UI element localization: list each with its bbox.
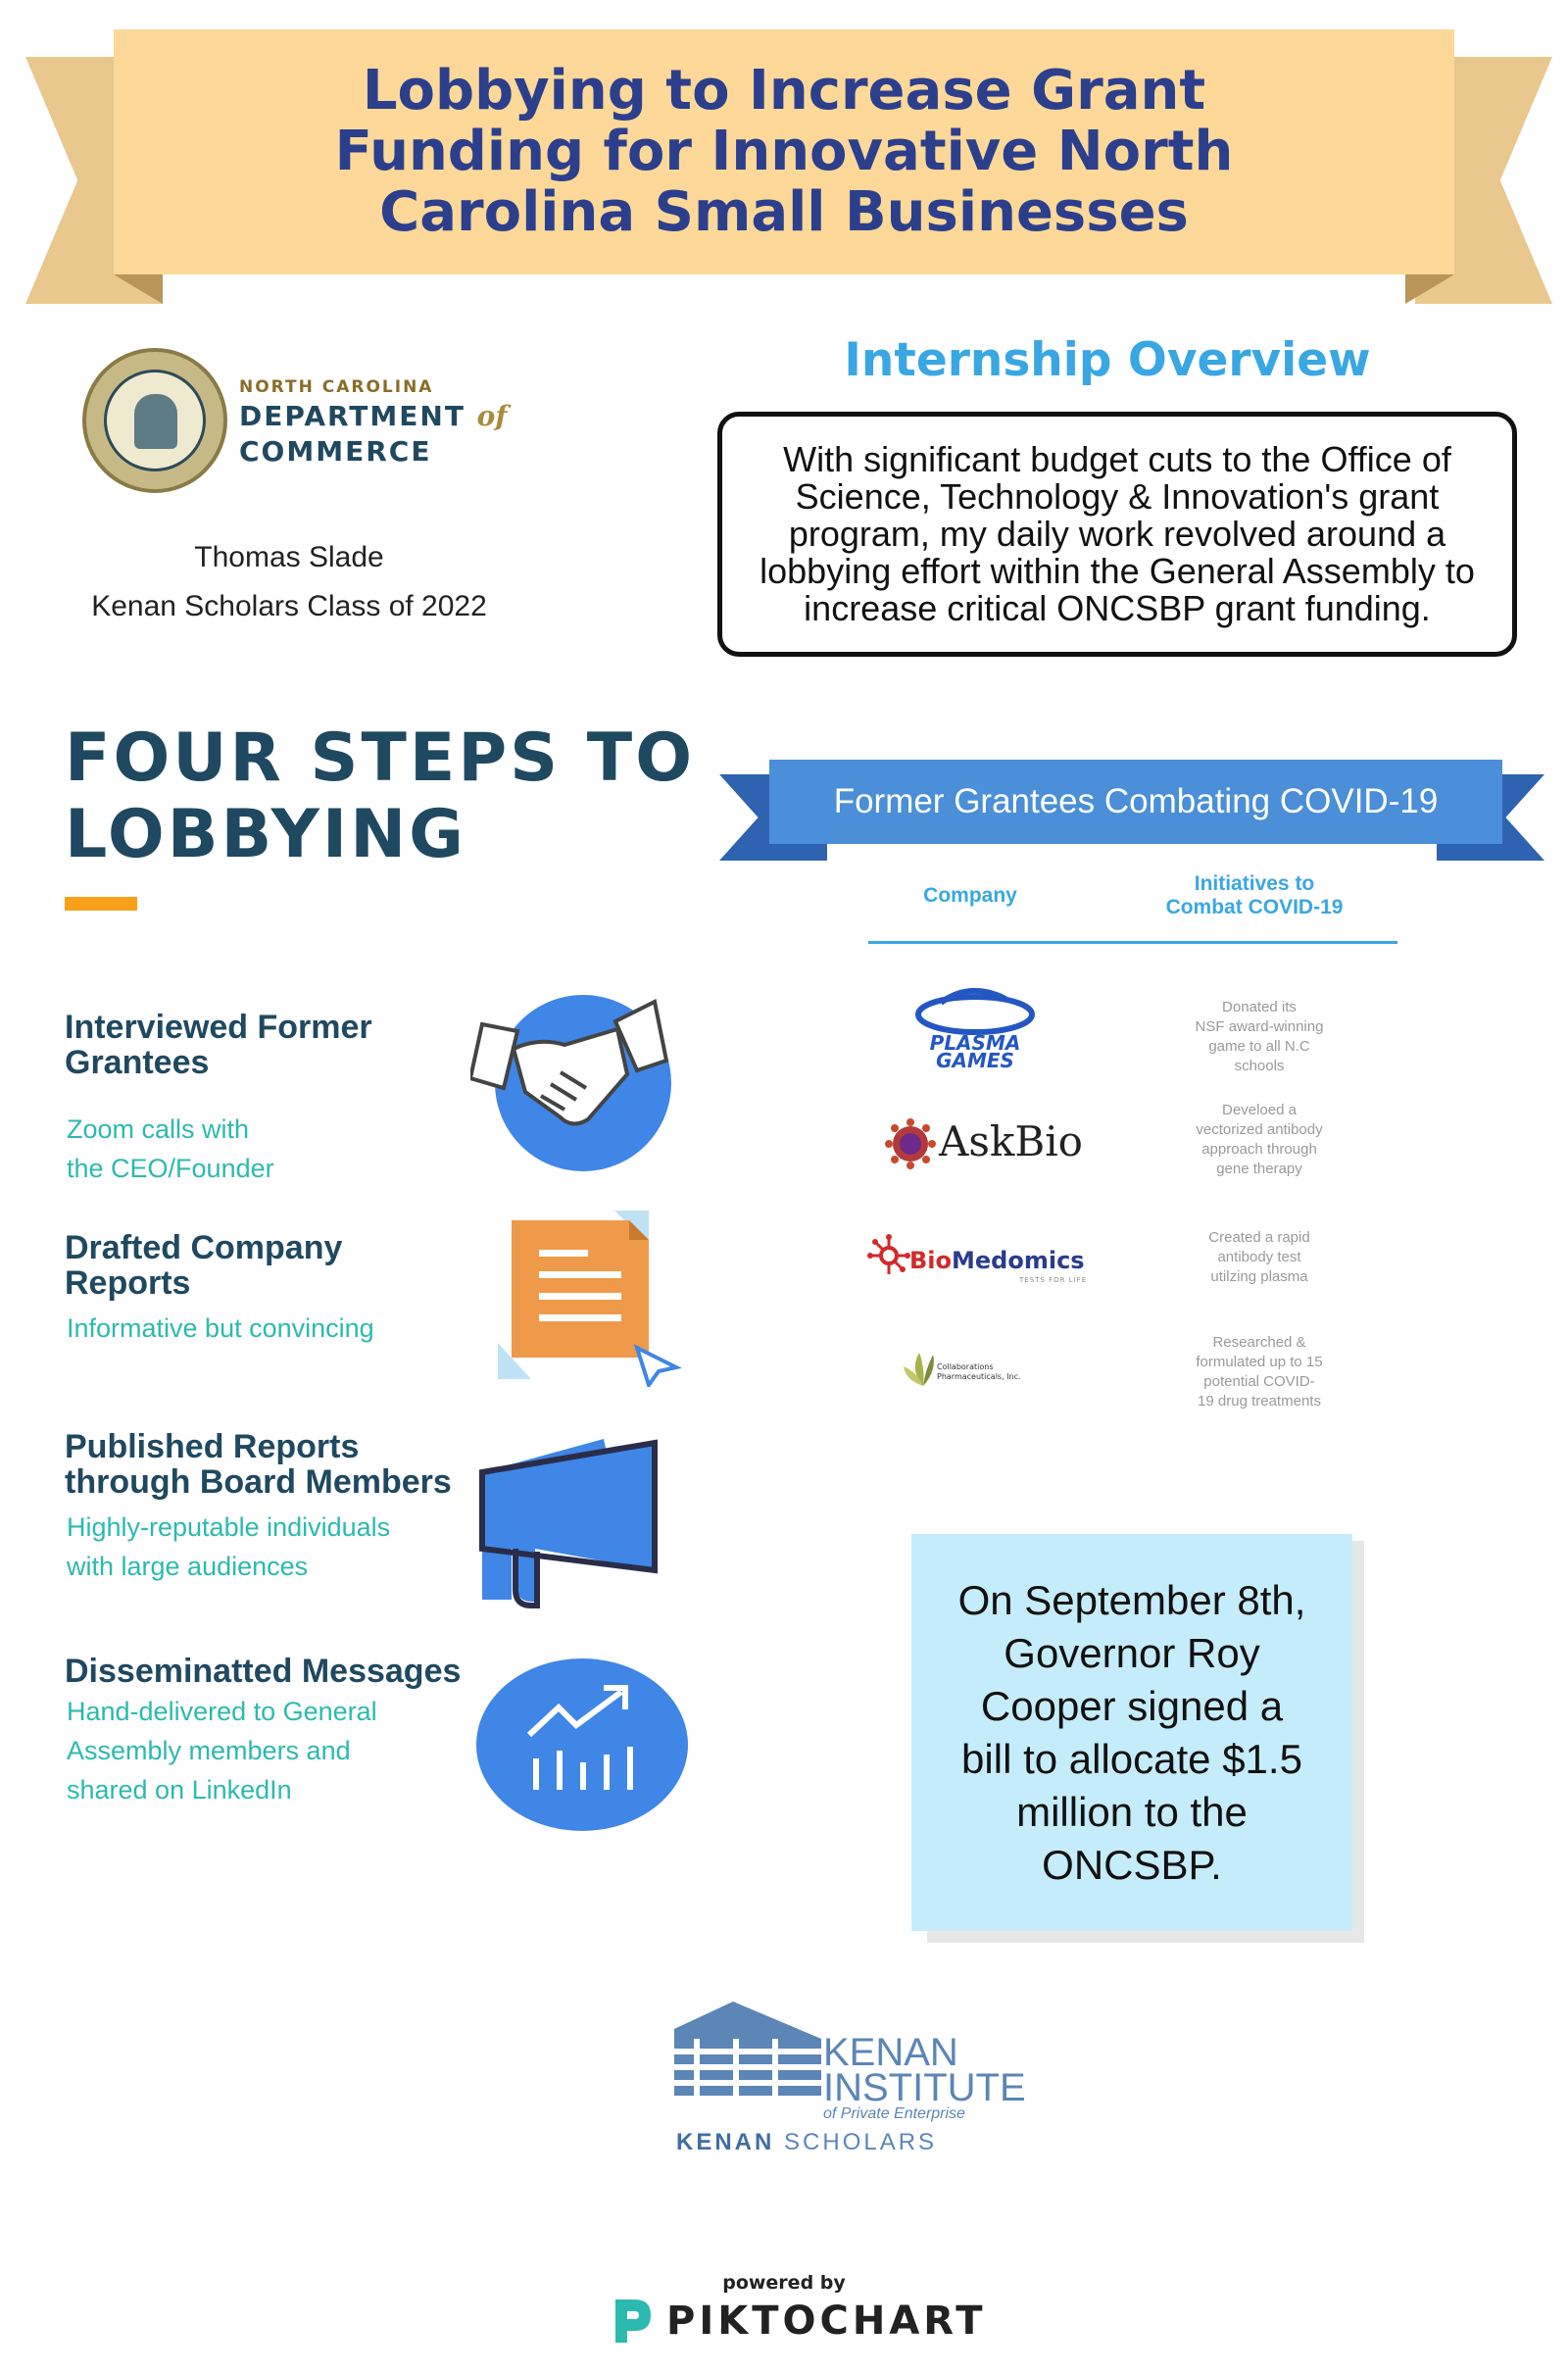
logo-commerce-label: COMMERCE xyxy=(239,435,432,468)
step-3-heading: Published Reports through Board Members xyxy=(65,1428,452,1501)
author-name: Thomas Slade xyxy=(194,541,384,573)
step-4-description: Hand-delivered to General Assembly members and shared on LinkedIn xyxy=(67,1697,377,1805)
growth-chart-icon xyxy=(474,1657,690,1833)
grantees-banner xyxy=(769,760,1502,844)
initiative-biomedomics: Created a rapid antibody test utilzing plasma xyxy=(1208,1229,1310,1285)
company-biomedomics: BioMedomics xyxy=(909,1247,1085,1274)
orange-accent-bar xyxy=(65,897,137,911)
logo-department-label: DEPARTMENT of xyxy=(239,400,508,432)
grantees-banner-label: Former Grantees Combating COVID-19 xyxy=(833,782,1439,820)
kenan-building-icon xyxy=(674,2000,821,2109)
step-4-heading: Disseminatted Messages xyxy=(65,1653,462,1690)
biomedomics-molecule-icon xyxy=(866,1233,911,1278)
megaphone-icon xyxy=(476,1433,682,1619)
overview-title: Internship Overview xyxy=(844,333,1371,387)
piktochart-wordmark: PIKTOCHART xyxy=(666,2299,987,2344)
initiative-collaborations: Researched & formulated up to 15 potential COVID- 19 drug treatments xyxy=(1196,1334,1323,1410)
company-plasma-games: PLASMA GAMES xyxy=(929,1031,1021,1072)
step-1-description: Zoom calls with the CEO/Founder xyxy=(67,1114,274,1183)
outcome-note xyxy=(911,1534,1352,1931)
askbio-virus-icon xyxy=(884,1117,937,1170)
overview-box xyxy=(717,412,1517,657)
steps-title: FOUR STEPS TO LOBBYING xyxy=(65,719,695,873)
table-header-divider xyxy=(868,941,1397,944)
step-2-heading: Drafted Company Reports xyxy=(65,1229,343,1302)
overview-text: With significant budget cuts to the Office of Science, Technology & Innovation's grant program, my daily work revolved around a lobbying effort within the General Assembly to increase critical ONCSBP grant funding. xyxy=(760,439,1475,628)
kenan-scholars-wordmark: KENAN SCHOLARS xyxy=(676,2129,938,2155)
handshake-icon xyxy=(470,990,686,1176)
page-title: Lobbying to Increase Grant Funding for Innovative North Carolina Small Businesses xyxy=(334,59,1234,244)
kenan-subtitle: of Private Enterprise xyxy=(823,2105,965,2122)
document-icon xyxy=(492,1211,688,1387)
initiative-askbio: Develoed a vectorized antibody approach through gene therapy xyxy=(1196,1102,1323,1177)
logo-state-label: NORTH CAROLINA xyxy=(239,377,434,397)
column-header-company: Company xyxy=(923,884,1017,907)
state-seal-icon xyxy=(82,348,227,493)
step-3-description: Highly-reputable individuals with large audiences xyxy=(67,1512,391,1581)
author-program: Kenan Scholars Class of 2022 xyxy=(91,590,487,622)
step-1-heading: Interviewed Former Grantees xyxy=(65,1009,372,1081)
outcome-text: On September 8th, Governor Roy Cooper signed a bill to allocate $1.5 million to the ONCSBP. xyxy=(957,1576,1306,1888)
column-header-initiatives: Initiatives to Combat COVID-19 xyxy=(1165,872,1344,918)
biomedomics-tagline: TESTS FOR LIFE xyxy=(1019,1276,1088,1284)
company-collaborations: Collaborations Pharmaceuticals, Inc. xyxy=(937,1362,1021,1381)
piktochart-logo-icon xyxy=(610,2294,655,2349)
kenan-institute-wordmark: KENAN INSTITUTE xyxy=(823,2031,1026,2109)
title-ribbon xyxy=(114,29,1454,274)
step-2-description: Informative but convincing xyxy=(67,1313,374,1343)
powered-by-label: powered by xyxy=(722,2272,846,2294)
initiative-plasma-games: Donated its NSF award-winning game to all N.C schools xyxy=(1195,999,1324,1074)
company-askbio: AskBio xyxy=(939,1117,1083,1165)
